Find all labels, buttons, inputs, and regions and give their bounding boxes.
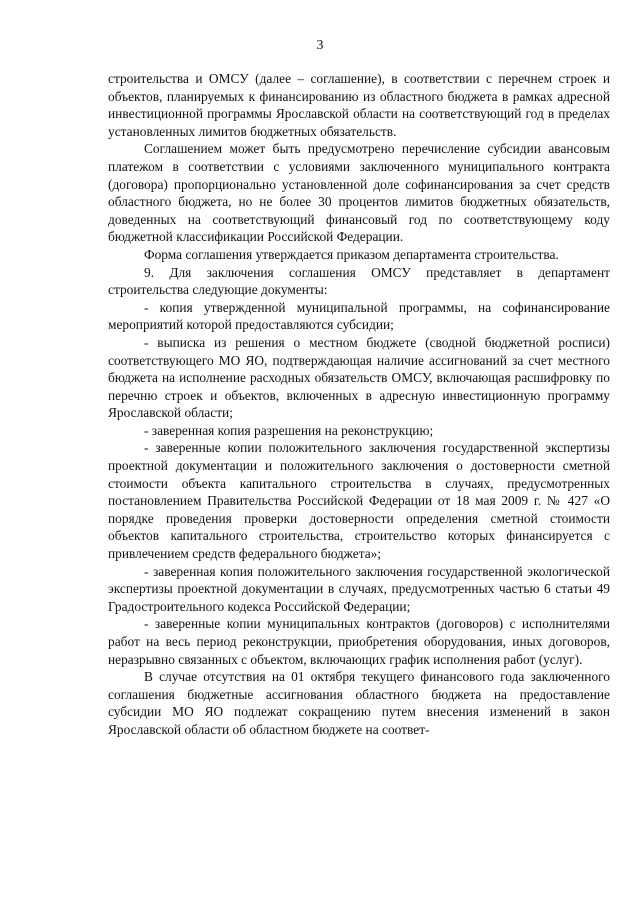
list-item-municipal-program: - копия утвержденной муниципальной программы, на софинансирование мероприятий которой предоставляются субсидии;	[108, 299, 610, 333]
list-item-budget-extract: - выписка из решения о местном бюджете (сводной бюджетной росписи) соответствующего МО ЯО, подтверждающая наличие ассигнований за счет местного бюджета на исполнение расходных обязательств ОМСУ, включающая расшифровку по перечню строек и объектов, включенных в адресную инвестиционную программу Ярославской области;	[108, 334, 610, 421]
list-item-municipal-contracts: - заверенные копии муниципальных контрактов (договоров) с исполнителями работ на весь период реконструкции, приобретения оборудования, иных договоров, неразрывно связанных с объектом, включающих график исполнения работ (услуг).	[108, 616, 610, 667]
list-item-state-expertise: - заверенные копии положительного заключения государственной экспертизы проектной документации и положительного заключения о достоверности сметной стоимости объекта капитального строительства в случаях, предусмотренных постановлением Правительства Российской Федерации от 18 мая 2009 г. № 427 «О порядке проведения проверки достоверности определения сметной стоимости объектов капитального строительства, строительство которых финансируется с привлечением средств федерального бюджета»;	[108, 440, 610, 562]
paragraph-item-9: 9. Для заключения соглашения ОМСУ представляет в департамент строительства следующие документы:	[108, 264, 610, 298]
paragraph-agreement-definition: строительства и ОМСУ (далее – соглашение), в соответствии с перечнем строек и объектов, планируемых к финансированию из областного бюджета в рамках адресной инвестиционной программы Ярославской области на соответствующий год в пределах установленных лимитов бюджетных обязательств.	[108, 71, 610, 139]
paragraph-advance-payment: Соглашением может быть предусмотрено перечисление субсидии авансовым платежом в соответствии с условиями заключенного муниципального контракта (договора) пропорционально установленной доле софинансирования за счет средств областного бюджета, но не более 30 процентов лимитов бюджетных обязательств, доведенных на соответствующий финансовый год по соответствующему коду бюджетной классификации Российской Федерации.	[108, 141, 610, 245]
paragraph-agreement-form: Форма соглашения утверждается приказом департамента строительства.	[144, 246, 559, 262]
document-body	[108, 70, 610, 739]
list-item-ecological-expertise: - заверенная копия положительного заключения государственной экологической экспертизы проектной документации в случаях, предусмотренных частью 6 статьи 49 Градостроительного кодекса Российской Федерации;	[108, 563, 610, 614]
paragraph-absence-of-agreement: В случае отсутствия на 01 октября текущего финансового года заключенного соглашения бюджетные ассигнования областного бюджета на предоставление субсидии МО ЯО подлежат сокращению путем внесения изменений в закон Ярославской области об областном бюджете на соответ-	[108, 669, 610, 737]
page-number: 3	[316, 38, 324, 53]
list-item-reconstruction-permit: - заверенная копия разрешения на реконструкцию;	[144, 422, 434, 438]
